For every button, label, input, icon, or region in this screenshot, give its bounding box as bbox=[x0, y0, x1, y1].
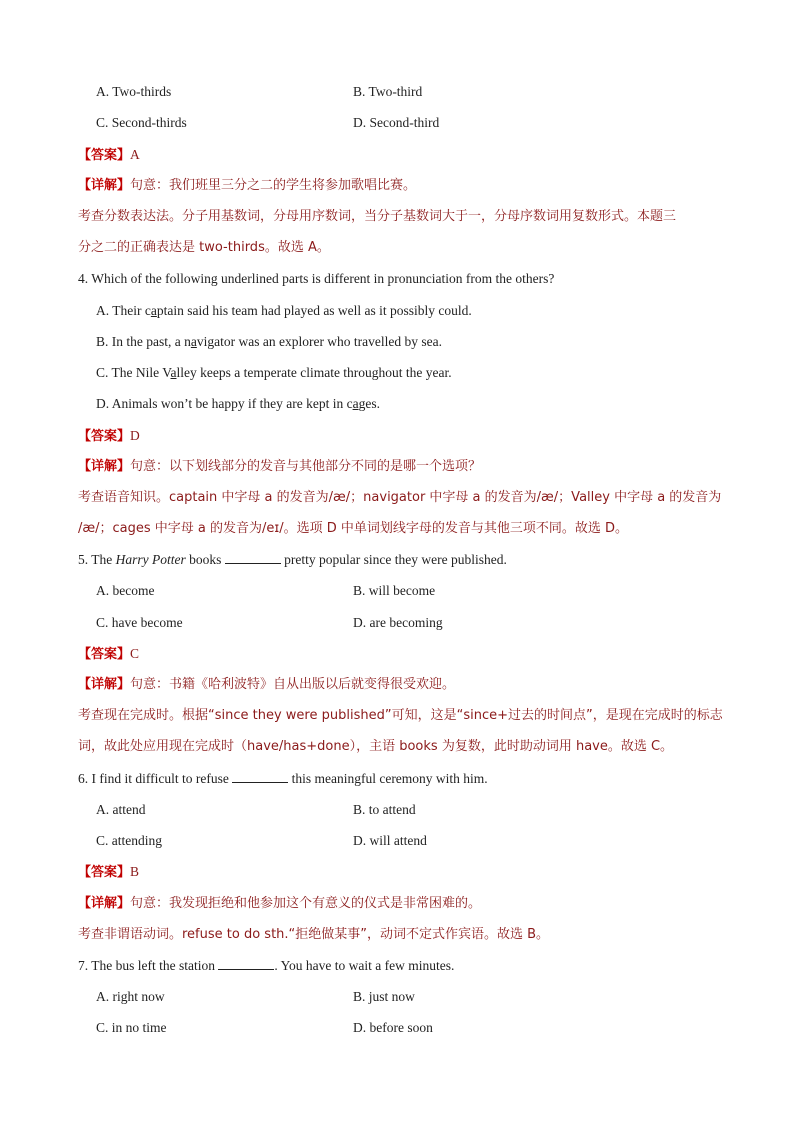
q7-stem bbox=[78, 957, 454, 975]
answer-tag: 【答案】 bbox=[78, 148, 131, 163]
q6-explain-1: 考查非谓语动词。refuse to do sth.“拒绝做某事”，动词不定式作宾语。故选 B。 bbox=[78, 927, 550, 942]
detail-tag: 【详解】 bbox=[78, 459, 131, 474]
answer-value: A bbox=[130, 147, 140, 162]
q5-option-c: C. have become bbox=[96, 615, 183, 630]
answer-blank bbox=[225, 551, 281, 564]
q5-answer bbox=[78, 645, 139, 664]
q4-option-a-underline: a bbox=[150, 303, 157, 318]
q7-option-c: C. in no time bbox=[96, 1020, 167, 1035]
q3-option-c: C. Second-thirds bbox=[96, 115, 187, 130]
q6-detail bbox=[78, 895, 481, 913]
q6-stem-post: this meaningful ceremony with him. bbox=[288, 771, 488, 786]
q4-stem: 4. Which of the following underlined parts is different in pronunciation from the others? bbox=[78, 271, 555, 286]
detail-meaning: 句意：我们班里三分之二的学生将参加歌唱比赛。 bbox=[130, 178, 417, 193]
q3-answer bbox=[78, 146, 140, 165]
q4-explain-2: /æ/；cages 中字母 a 的发音为/eɪ/。选项 D 中单词划线字母的发音与其他三项不同。故选 D。 bbox=[78, 521, 629, 536]
q5-option-a: A. become bbox=[96, 583, 155, 598]
q6-option-a: A. attend bbox=[96, 802, 146, 817]
answer-value: D bbox=[130, 428, 140, 443]
q6-stem-pre: 6. I find it difficult to refuse bbox=[78, 771, 233, 786]
answer-blank bbox=[218, 957, 274, 970]
q4-option-c-post: lley keeps a temperate climate throughout the year. bbox=[176, 365, 452, 380]
detail-tag: 【详解】 bbox=[78, 677, 131, 692]
q7-stem-post: . You have to wait a few minutes. bbox=[274, 958, 455, 973]
q4-option-d-post: ges. bbox=[358, 396, 380, 411]
detail-meaning: 句意：我发现拒绝和他参加这个有意义的仪式是非常困难的。 bbox=[130, 896, 482, 911]
q5-option-d: D. are becoming bbox=[353, 615, 443, 630]
q4-option-b-pre: B. In the past, a n bbox=[96, 334, 191, 349]
q5-stem bbox=[78, 551, 507, 569]
q6-option-c: C. attending bbox=[96, 833, 162, 848]
q7-stem-pre: 7. The bus left the station bbox=[78, 958, 219, 973]
q6-option-b: B. to attend bbox=[353, 802, 416, 817]
q4-option-a bbox=[96, 302, 472, 320]
q7-option-a: A. right now bbox=[96, 989, 165, 1004]
detail-tag: 【详解】 bbox=[78, 896, 131, 911]
q5-explain-2: 词，故此处应用现在完成时（have/has+done），主语 books 为复数，此时助动词用 have。故选 C。 bbox=[78, 739, 674, 754]
detail-meaning: 句意：以下划线部分的发音与其他部分不同的是哪一个选项？ bbox=[130, 459, 482, 474]
q4-explain-1: 考查语音知识。captain 中字母 a 的发音为/æ/；navigator 中字母 a 的发音为/æ/；Valley 中字母 a 的发音为 bbox=[78, 490, 722, 505]
answer-value: C bbox=[130, 646, 140, 661]
q3-option-b: B. Two-third bbox=[353, 84, 423, 99]
q5-stem-post: pretty popular since they were published. bbox=[280, 552, 507, 567]
q5-stem-mid: books bbox=[185, 552, 225, 567]
detail-meaning: 句意：书籍《哈利波特》自从出版以后就变得很受欢迎。 bbox=[130, 677, 456, 692]
answer-tag: 【答案】 bbox=[78, 429, 131, 444]
q4-option-d-underline: a bbox=[352, 396, 359, 411]
q4-option-b-post: vigator was an explorer who travelled by sea. bbox=[196, 334, 443, 349]
q7-option-b: B. just now bbox=[353, 989, 415, 1004]
answer-tag: 【答案】 bbox=[78, 865, 131, 880]
q4-option-b bbox=[96, 333, 442, 351]
q5-explain-1: 考查现在完成时。根据“since they were published”可知，这是“since+过去的时间点”，是现在完成时的标志 bbox=[78, 708, 723, 723]
q4-option-d bbox=[96, 395, 380, 413]
q3-option-a: A. Two-thirds bbox=[96, 84, 172, 99]
q4-option-c bbox=[96, 364, 452, 382]
q4-answer bbox=[78, 427, 140, 446]
answer-tag: 【答案】 bbox=[78, 647, 131, 662]
q4-option-a-pre: A. Their c bbox=[96, 303, 151, 318]
q4-option-d-pre: D. Animals won’t be happy if they are kept in c bbox=[96, 396, 353, 411]
q7-option-d: D. before soon bbox=[353, 1020, 433, 1035]
q4-detail bbox=[78, 458, 481, 476]
q6-stem bbox=[78, 770, 488, 788]
answer-value: B bbox=[130, 864, 140, 879]
q4-option-c-underline: a bbox=[170, 365, 177, 380]
q4-option-c-pre: C. The Nile V bbox=[96, 365, 171, 380]
answer-blank bbox=[232, 770, 288, 783]
q6-option-d: D. will attend bbox=[353, 833, 427, 848]
q5-stem-title: Harry Potter bbox=[115, 552, 186, 567]
q3-explain-1: 考查分数表达法。分子用基数词，分母用序数词，当分子基数词大于一，分母序数词用复数形式。本题三 bbox=[78, 209, 677, 224]
q5-detail bbox=[78, 676, 455, 694]
q6-answer bbox=[78, 863, 139, 882]
q3-detail bbox=[78, 177, 416, 195]
q5-stem-pre: 5. The bbox=[78, 552, 116, 567]
q4-option-a-post: ptain said his team had played as well as it possibly could. bbox=[156, 303, 472, 318]
q5-option-b: B. will become bbox=[353, 583, 436, 598]
q3-option-d: D. Second-third bbox=[353, 115, 440, 130]
q4-option-b-underline: a bbox=[190, 334, 197, 349]
detail-tag: 【详解】 bbox=[78, 178, 131, 193]
q3-explain-2: 分之二的正确表达是 two-thirds。故选 A。 bbox=[78, 240, 330, 255]
